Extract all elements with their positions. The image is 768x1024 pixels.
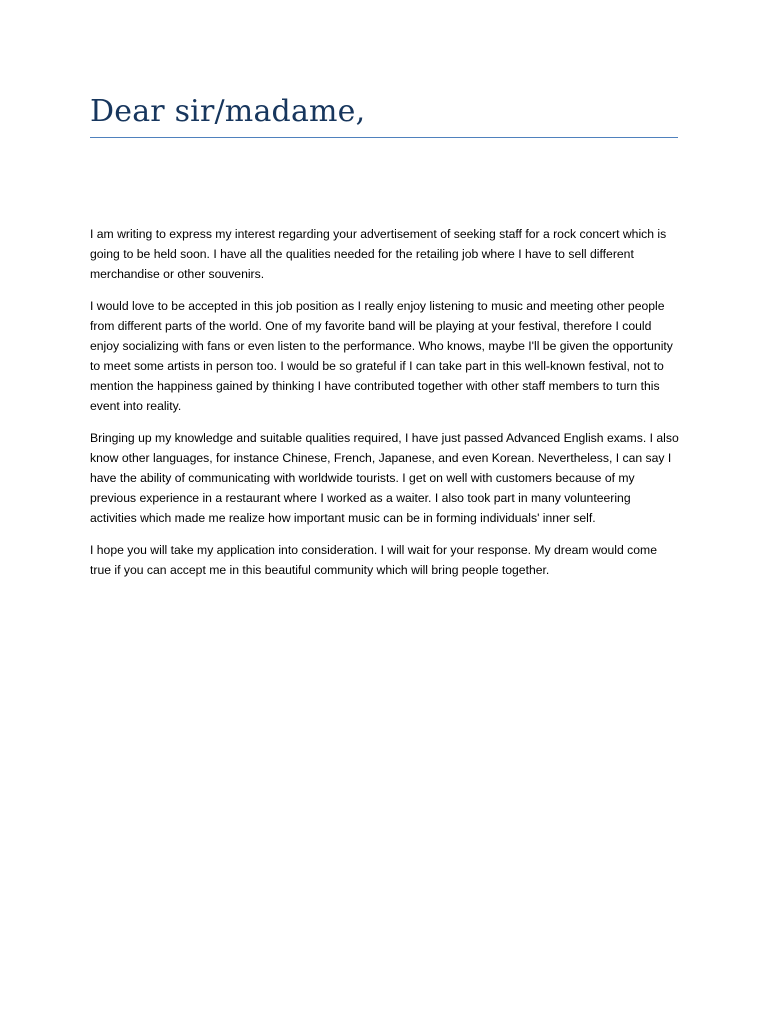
paragraph-closing: I hope you will take my application into consideration. I will wait for your response. My dream would come true if you can accept me in this beautiful community which will bring people together.	[90, 543, 657, 577]
paragraph-intro: I am writing to express my interest regarding your advertisement of seeking staff for a rock concert which is going to be held soon. I have all the qualities needed for the retailing job where I have to sell different merchandise or other souvenirs.	[90, 227, 667, 281]
letter-body	[90, 224, 680, 592]
letter-heading: Dear sir/madame,	[90, 94, 366, 129]
paragraph-motivation: I would love to be accepted in this job position as I really enjoy listening to music and meeting other people from different parts of the world. One of my favorite band will be playing at your festival, therefore I could enjoy socializing with fans or even listen to the performance. Who knows, maybe I'll be given the opportunity to meet some artists in person too. I would be so grateful if I can take part in this well-known festival, not to mention the happiness gained by thinking I have contributed together with other staff members to turn this event into reality.	[90, 299, 673, 413]
paragraph-qualifications: Bringing up my knowledge and suitable qualities required, I have just passed Advanced English exams. I also know other languages, for instance Chinese, French, Japanese, and even Korean. Nevertheless, I can say I have the ability of communicating with worldwide tourists. I get on well with customers because of my previous experience in a restaurant where I worked as a waiter. I also took part in many volunteering activities which made me realize how important music can be in forming individuals' inner self.	[90, 431, 679, 525]
heading-underline	[90, 137, 678, 138]
